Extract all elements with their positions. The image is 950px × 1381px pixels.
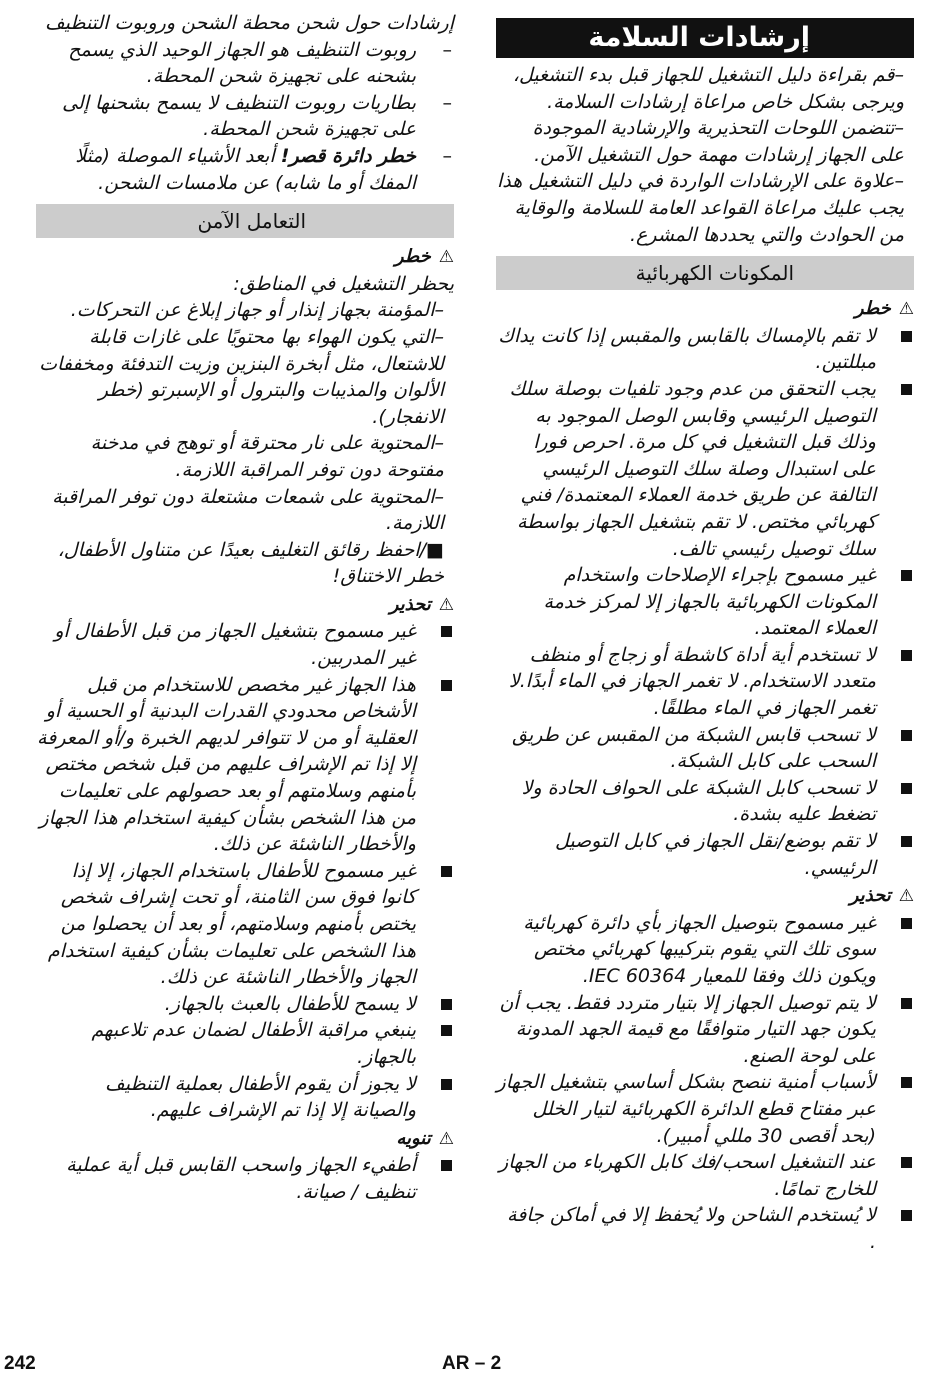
list-item: لا تسحب قابس الشبكة من المقبس عن طريق السحب على كابل الشبكة. (496, 722, 914, 775)
area-item: ■/احفظ رقائق التغليف بعيدًا عن متناول الأطفال، خطر الاختناق! (57, 538, 444, 588)
danger-label: خطر (854, 298, 891, 320)
page-code: AR – 2 (442, 1353, 502, 1374)
warning-heading (496, 883, 914, 910)
area-item: –المحتوية على شمعات مشتعلة دون توفر المراقبة اللازمة. (52, 485, 444, 535)
short-circuit-warning: خطر دائرة قصر! (280, 144, 416, 167)
list-item: ينبغي مراقبة الأطفال لضمان عدم تلاعبهم بالجهاز. (36, 1017, 454, 1070)
intro-paragraph: –علاوة على الإرشادات الواردة في دليل التشغيل هذا يجب عليك مراعاة القواعد العامة للسلامة والوقاية من الحوادث والتي يحددها المشرع. (496, 170, 904, 246)
danger-label: خطر (394, 246, 431, 268)
page-number: 242 (4, 1353, 36, 1374)
left-column (36, 10, 454, 1206)
area-item: –المؤمنة بجهاز إنذار أو جهاز إبلاغ عن التحركات. (70, 299, 444, 322)
electrical-section-heading: المكونات الكهربائية (496, 256, 914, 290)
intro-paragraph: –قم بقراءة دليل التشغيل للجهاز قبل بدء التشغيل، ويرجى بشكل خاص مراعاة إرشادات السلامة. (512, 64, 904, 113)
list-item: لأسباب أمنية ننصح بشكل أساسي بتشغيل الجهاز عبر مفتاح قطع الدائرة الكهربائية لتيار الخلل (بحد أقصى 30 مللي أمبير). (496, 1069, 914, 1149)
danger-heading (36, 244, 454, 271)
list-item: لا تسحب كابل الشبكة على الحواف الحادة ولا تضغط عليه بشدة. (496, 775, 914, 828)
list-item: يجب التحقق من عدم وجود تلفيات بوصلة سلك التوصيل الرئيسي وقابس الوصل الموجود به وذلك قبل التشغيل في كل مرة. احرص فورا على استبدال وصلة سلك التوصيل الرئيسي التالفة عن طريق خدمة العملاء المعتمدة/ فني كهربائي مختص. لا تقم بتشغيل الجهاز بواسطة سلك توصيل رئيسي تالف. (496, 376, 914, 562)
children-warning-list (36, 618, 454, 1123)
warning-triangle-icon: ⚠ (898, 886, 914, 907)
list-item: عند التشغيل اسحب/فك كابل الكهرباء من الجهاز للخارج تمامًا. (496, 1149, 914, 1202)
intro-paragraph: –تتضمن اللوحات التحذيرية والإرشادية الموجودة على الجهاز إرشادات مهمة حول التشغيل الآمن. (532, 117, 904, 166)
list-item: غير مسموح بتوصيل الجهاز بأي دائرة كهربائية سوى تلك التي يقوم بتركيبها كهربائي مختص ويكون ذلك وفقا للمعيار IEC 60364. (496, 910, 914, 990)
list-item: لا تستخدم أية أداة كاشطة أو زجاج أو منظف متعدد الاستخدام. لا تغمر الجهاز في الماء أبدًا.لا تغمر الجهاز في الماء مطلقًا. (496, 642, 914, 722)
list-item: لا يجوز أن يقوم الأطفال بعملية التنظيف والصيانة إلا إذا تم الإشراف عليهم. (36, 1071, 454, 1124)
list-item: غير مسموح بتشغيل الجهاز من قبل الأطفال أو غير المدربين. (36, 618, 454, 671)
list-item: – بطاريات روبوت التنظيف لا يسمح بشحنها إلى على تجهيزة شحن المحطة. (36, 90, 454, 143)
list-item: لا يتم توصيل الجهاز إلا بتيار متردد فقط. يجب أن يكون جهد التيار متوافقًا مع قيمة الجهد المدونة على لوحة الصنع. (496, 990, 914, 1070)
list-item: لا تقم بالإمساك بالقابس والمقبس إذا كانت يداك مبللتين. (496, 323, 914, 376)
area-item: –المحتوية على نار محترقة أو توهج في مدخنة مفتوحة دون توفر المراقبة اللازمة. (90, 432, 444, 481)
danger-heading (496, 296, 914, 323)
note-heading (36, 1126, 454, 1153)
warning-label: تحذير (849, 885, 891, 907)
list-item: لا تقم بوضع/نقل الجهاز في كابل التوصيل الرئيسي. (496, 828, 914, 881)
area-item: –التي يكون الهواء بها محتويًا على غازات قابلة للاشتعال، مثل أبخرة البنزين وزيت التدفئة ومخففات الألوان والمذيبات والبترول أو الإسبرتو (خطر الانفجار). (39, 325, 444, 428)
list-item: أطفيء الجهاز واسحب القابس قبل أية عملية تنظيف / صيانة. (36, 1152, 454, 1205)
safe-handling-section-heading: التعامل الآمن (36, 204, 454, 238)
note-list (36, 1152, 454, 1205)
list-item: هذا الجهاز غير مخصص للاستخدام من قبل الأشخاص محدودي القدرات البدنية أو الحسية أو العقلية أو من لا تتوافر لديهم الخبرة و/أو المعرفة إلا إذا تم الإشراف عليهم من قبل شخص مختص بأمنهم وسلامتهم أو بعد حصولهم على تعليمات من هذا الشخص بشأن كيفية استخدام هذا الجهاز والأخطار الناشئة عن ذلك. (36, 672, 454, 858)
warning-triangle-icon: ⚠ (438, 1128, 454, 1149)
list-item: لا يُستخدم الشاحن ولا يُحفظ إلا في أماكن جافة . (496, 1202, 914, 1255)
prohibited-areas-text: يحظر التشغيل في المناطق: (233, 272, 454, 295)
note-label: تنويه (396, 1127, 431, 1149)
right-column (496, 10, 914, 1256)
charging-heading: إرشادات حول شحن محطة الشحن وروبوت التنظيف (44, 12, 454, 34)
list-item: غير مسموح بإجراء الإصلاحات واستخدام المكونات الكهربائية بالجهاز إلا لمركز خدمة العملاء المعتمد. (496, 562, 914, 642)
list-item (36, 143, 454, 196)
warning-label: تحذير (389, 593, 431, 615)
warning-heading (36, 592, 454, 619)
safety-title: إرشادات السلامة (496, 18, 914, 58)
list-item: غير مسموح للأطفال باستخدام الجهاز، إلا إذا كانوا فوق سن الثامنة، أو تحت إشراف شخص يختص بأمنهم وسلامتهم، أو بعد أن يحصلوا من هذا الشخص على تعليمات بشأن كيفية استخدام الجهاز والأخطار الناشئة عن ذلك. (36, 858, 454, 991)
list-item: – روبوت التنظيف هو الجهاز الوحيد الذي يسمح بشحنه على تجهيزة شحن المحطة. (36, 37, 454, 90)
electrical-danger-list (496, 323, 914, 881)
warning-triangle-icon: ⚠ (898, 299, 914, 320)
list-item: لا يسمح للأطفال بالعبث بالجهاز. (36, 991, 454, 1018)
short-circuit-text: أبعد الأشياء الموصلة (مثلًا المفك أو ما شابه) عن ملامسات الشحن. (75, 144, 416, 194)
electrical-warning-list (496, 910, 914, 1256)
charging-list (36, 37, 454, 197)
warning-triangle-icon: ⚠ (438, 594, 454, 615)
warning-triangle-icon: ⚠ (438, 247, 454, 268)
